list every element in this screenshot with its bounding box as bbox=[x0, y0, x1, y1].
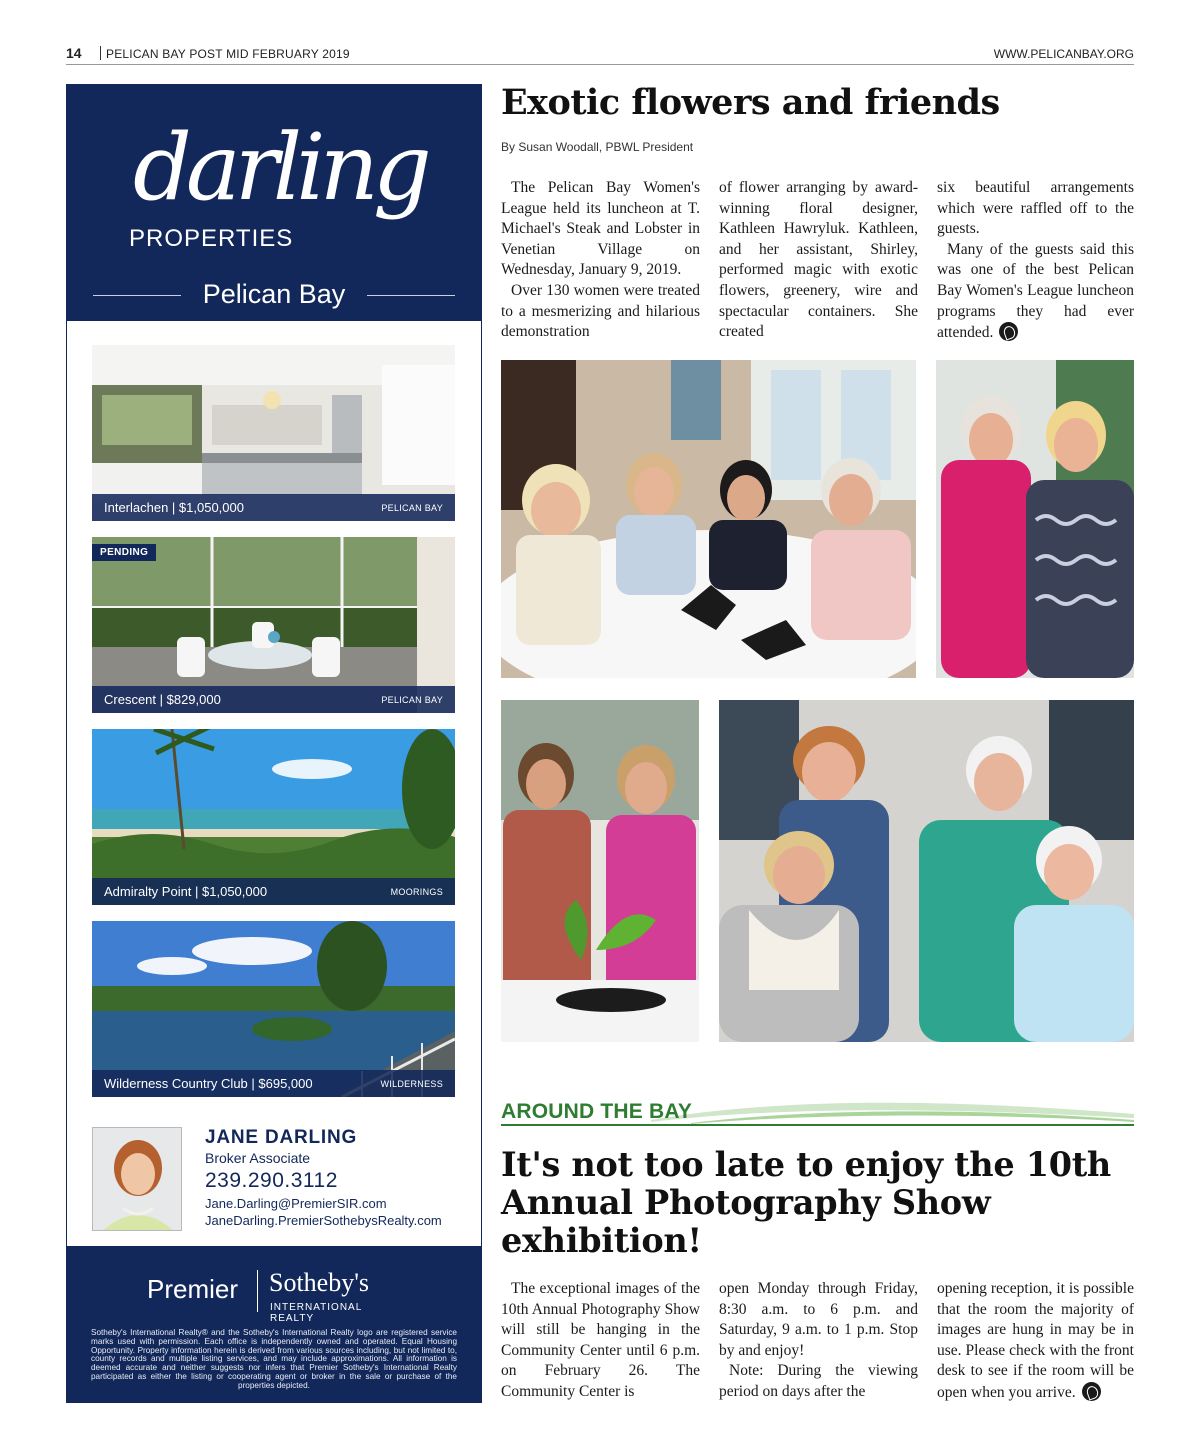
listing-name: Interlachen | $1,050,000 bbox=[104, 500, 244, 515]
legal-disclaimer: Sotheby's International Realty® and the Sotheby's International Realty logo are registered service marks used with permission. Each office is independently owned and operated. Equal Housing Opportunity. Property information herein is derived from various sources including, but not limited to, county records and multiple listing services, and may include approximations. All information is deemed accurate and neither suggests nor infers that Premier Sotheby's International Realty participated as either the listing or cooperating agent or broker in the sale or purchase of the properties depicted. bbox=[91, 1328, 457, 1390]
listing-card[interactable] bbox=[92, 345, 455, 521]
listing-name: Admiralty Point | $1,050,000 bbox=[104, 884, 268, 899]
paragraph: open Monday through Friday, 8:30 a.m. to 6 p.m. and Saturday, 9 a.m. to 1 p.m. Stop by and enjoy! bbox=[719, 1280, 918, 1359]
listing-location: MOORINGS bbox=[390, 887, 443, 897]
article-column-2 bbox=[719, 1279, 918, 1403]
article-headline: Exotic flowers and friends bbox=[501, 82, 1000, 123]
agent-portrait bbox=[92, 1127, 182, 1231]
paragraph: Many of the guests said this was one of the best Pelican Bay Women's League luncheon programs they had ever attended. bbox=[937, 240, 1134, 342]
sothebys-wordmark: Sotheby's bbox=[269, 1268, 370, 1297]
agent-email[interactable]: Jane.Darling@PremierSIR.com bbox=[205, 1196, 387, 1211]
sothebys-logo bbox=[147, 1268, 407, 1324]
four-women-photo bbox=[719, 700, 1134, 1042]
paragraph: Note: During the viewing period on days after the bbox=[719, 1362, 918, 1400]
article-column-1 bbox=[501, 1279, 700, 1403]
page-number: 14 bbox=[66, 45, 82, 61]
sir-wordmark: INTERNATIONAL REALTY bbox=[270, 1302, 362, 1324]
article-byline: By Susan Woodall, PBWL President bbox=[501, 140, 694, 154]
region-label: Pelican Bay bbox=[202, 279, 346, 309]
listing-caption bbox=[92, 494, 455, 521]
pending-badge: PENDING bbox=[92, 544, 156, 561]
women-with-arrangement-photo bbox=[501, 700, 699, 1042]
logo-divider bbox=[257, 1270, 258, 1312]
listing-caption bbox=[92, 686, 455, 713]
article-column-3 bbox=[937, 1279, 1134, 1404]
paragraph: The Pelican Bay Women's League held its luncheon at T. Michael's Steak and Lobster in Venetian Village on Wednesday, January 9, 2019. bbox=[501, 179, 700, 279]
listing-card[interactable] bbox=[92, 537, 455, 713]
listing-caption bbox=[92, 1070, 455, 1097]
agent-website[interactable]: JaneDarling.PremierSothebysRealty.com bbox=[205, 1213, 442, 1228]
article-column-2 bbox=[719, 178, 918, 343]
agent-name: JANE DARLING bbox=[205, 1127, 358, 1148]
publication-title: PELICAN BAY POST MID FEBRUARY 2019 bbox=[106, 47, 350, 61]
header-divider bbox=[100, 46, 101, 60]
article-column-3 bbox=[937, 178, 1134, 344]
real-estate-ad bbox=[66, 84, 482, 1403]
listing-location: WILDERNESS bbox=[380, 1079, 443, 1089]
page-header bbox=[66, 44, 1134, 64]
two-women-photo bbox=[936, 360, 1134, 678]
ad-footer bbox=[67, 1246, 481, 1402]
paragraph: Over 130 women were treated to a mesmerizing and hilarious demonstration bbox=[501, 281, 700, 341]
pelican-end-mark-icon bbox=[999, 322, 1018, 341]
listing-card[interactable] bbox=[92, 729, 455, 905]
section-banner bbox=[501, 1098, 1134, 1126]
properties-label: PROPERTIES bbox=[129, 225, 294, 252]
agent-title: Broker Associate bbox=[205, 1150, 311, 1166]
listing-name: Crescent | $829,000 bbox=[104, 692, 221, 707]
svg-text:darling: darling bbox=[133, 114, 426, 221]
luncheon-table-photo bbox=[501, 360, 916, 678]
header-rule bbox=[66, 64, 1134, 65]
listing-caption bbox=[92, 878, 455, 905]
listing-location: PELICAN BAY bbox=[381, 503, 443, 513]
region-rule-right bbox=[367, 295, 455, 296]
article-column-1 bbox=[501, 178, 700, 343]
pelican-end-mark-icon bbox=[1082, 1382, 1101, 1401]
agent-phone[interactable]: 239.290.3112 bbox=[205, 1169, 338, 1192]
agent-info bbox=[205, 1127, 475, 1228]
listing-name: Wilderness Country Club | $695,000 bbox=[104, 1076, 313, 1091]
paragraph: of flower arranging by award-winning floral designer, Kathleen Hawryluk. Kathleen, and her assistant, Shirley, performed magic with exotic flowers, greenery, wire and spectacular containers. She created bbox=[719, 179, 918, 341]
website-link[interactable]: WWW.PELICANBAY.ORG bbox=[993, 47, 1134, 61]
listing-card[interactable] bbox=[92, 921, 455, 1097]
premier-wordmark: Premier bbox=[147, 1274, 239, 1304]
paragraph: opening reception, it is possible that the room the majority of images are hung in may be in use. Please check with the front desk to see if the room will be open when you arrive. bbox=[937, 1280, 1134, 1401]
region-row bbox=[93, 279, 455, 309]
listing-location: PELICAN BAY bbox=[381, 695, 443, 705]
paragraph: six beautiful arrangements which were raffled off to the guests. bbox=[937, 179, 1134, 238]
darling-script-logo bbox=[125, 107, 445, 227]
ad-top-banner bbox=[67, 85, 481, 321]
section-label: AROUND THE BAY bbox=[501, 1100, 693, 1123]
article-headline: It's not too late to enjoy the 10th Annual Photography Show exhibition! bbox=[501, 1145, 1111, 1260]
paragraph: The exceptional images of the 10th Annual Photography Show will still be hanging in the Community Center until 6 p.m. on February 26. The Community Center is bbox=[501, 1280, 700, 1400]
